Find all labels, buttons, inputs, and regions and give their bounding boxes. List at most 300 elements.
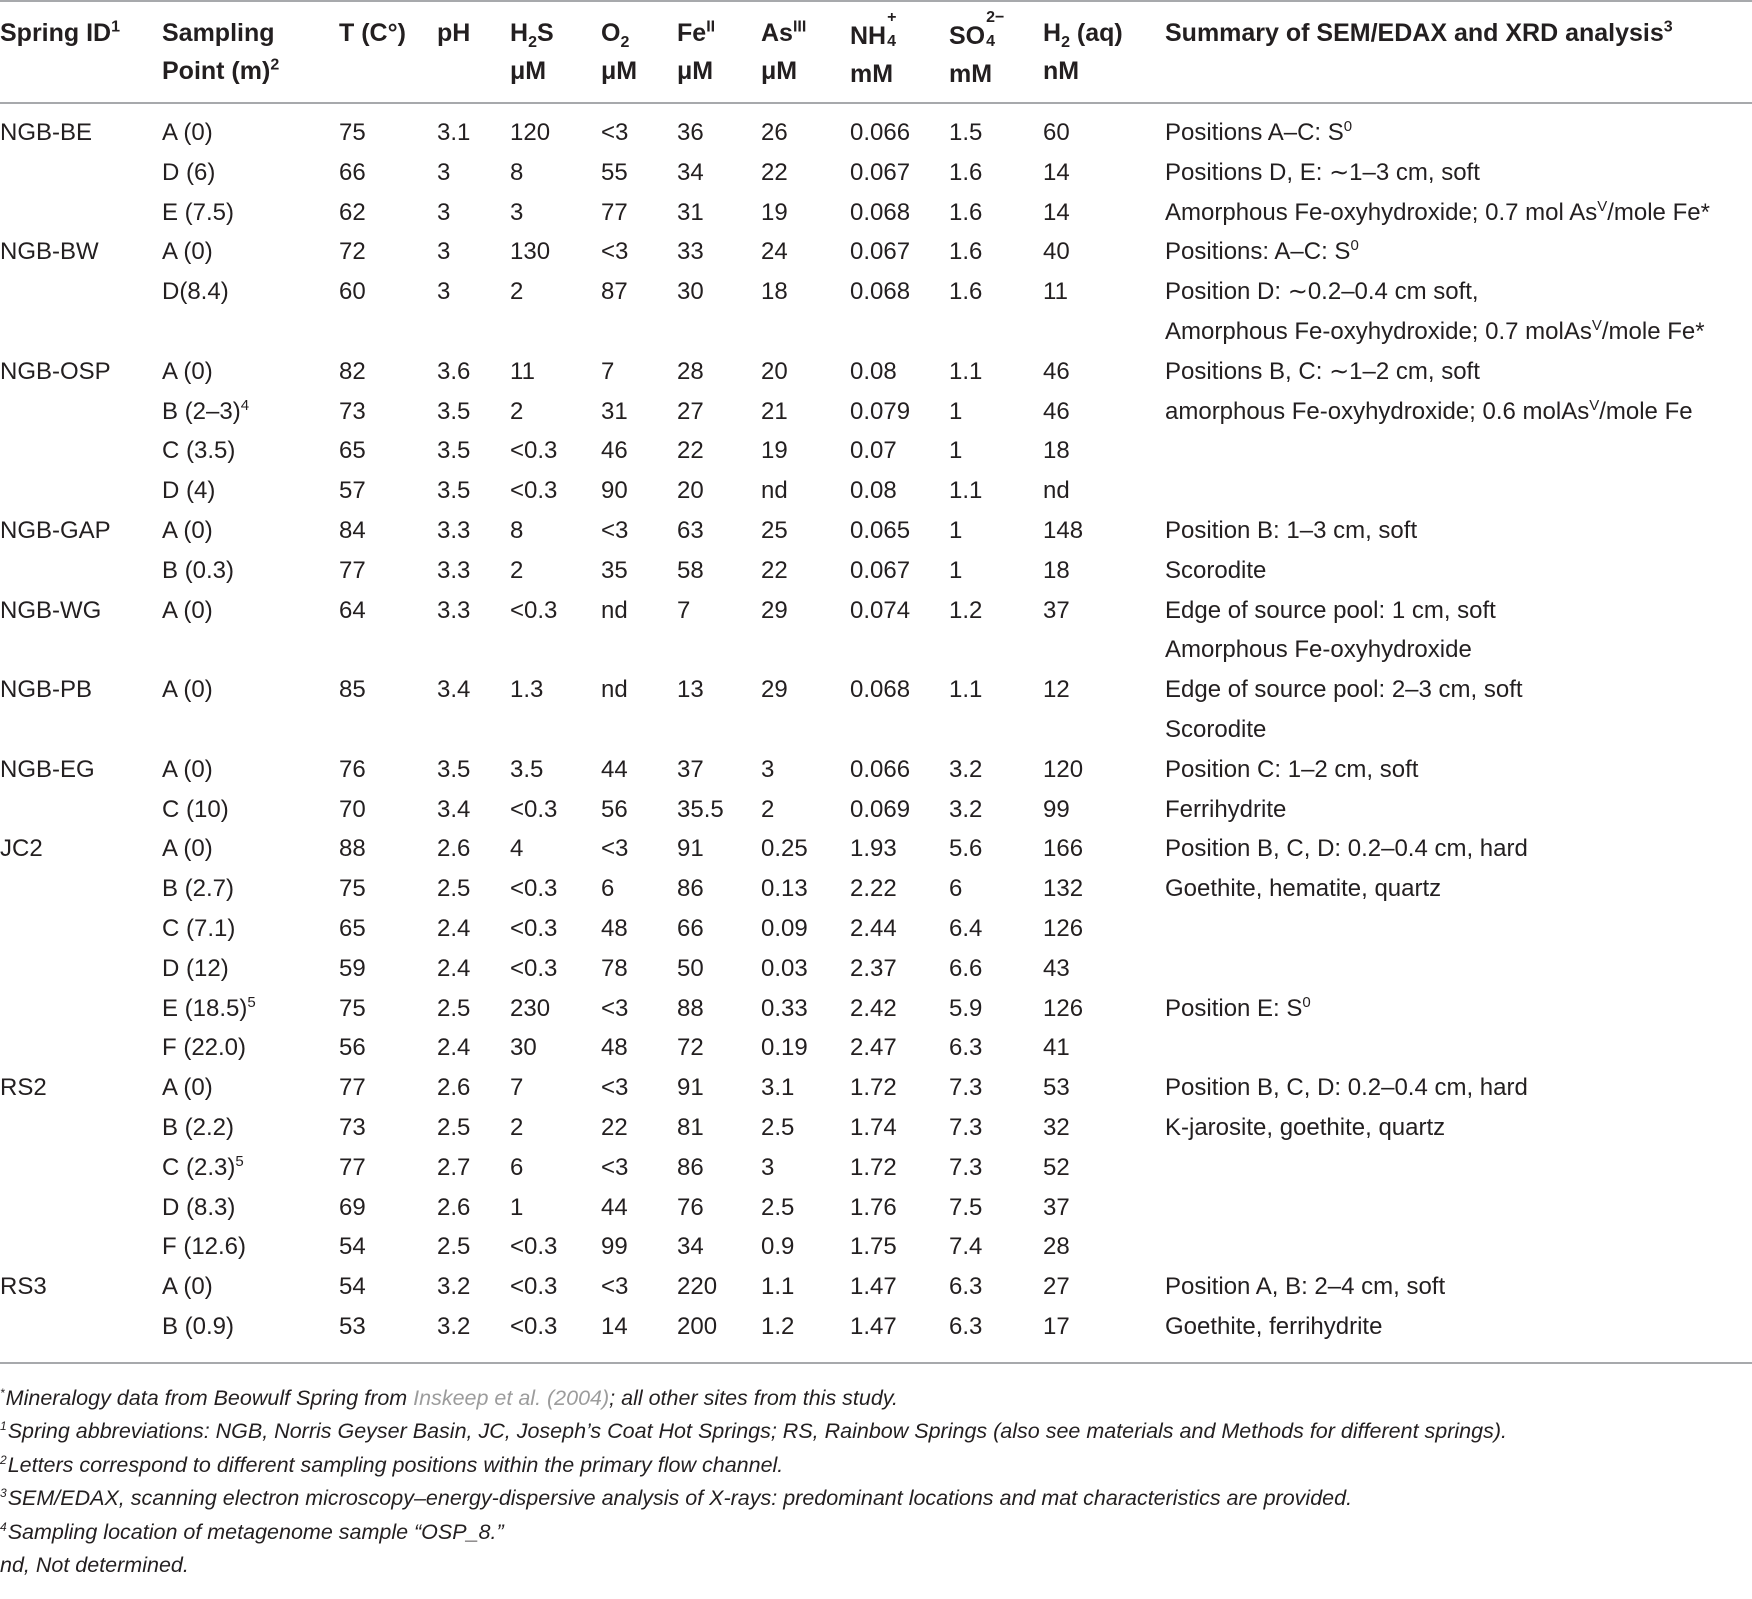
header-h2: $H_2$ (aq) nM — [1043, 19, 1123, 85]
cell-sampling-point: F (12.6) — [162, 1233, 247, 1261]
cell-temperature: 73 — [339, 397, 366, 425]
cell-sampling-point: A (0) — [162, 676, 213, 704]
cell-ph: 3.3 — [437, 556, 471, 584]
cell-fe: 76 — [677, 1193, 704, 1221]
cell-nh4: 0.079 — [850, 397, 911, 425]
cell-h2: 166 — [1043, 835, 1084, 863]
cell-spring-id: NGB-PB — [0, 676, 93, 704]
cell-ph: 3.5 — [437, 755, 471, 783]
cell-h2s: 230 — [510, 994, 551, 1022]
cell-fe: 88 — [677, 994, 704, 1022]
cell-h2: 37 — [1043, 596, 1070, 624]
header-o2: $O_2$ μM — [601, 19, 638, 85]
cell-sampling-point: D (8.3) — [162, 1193, 236, 1221]
cell-ph: 3.6 — [437, 357, 471, 385]
cell-so4: 1.6 — [949, 238, 983, 266]
cell-sampling-point: B $(2-3)^4$ — [162, 396, 250, 425]
cell-temperature: 54 — [339, 1233, 366, 1261]
cell-summary: Positions A–C: $S^0$ — [1165, 118, 1353, 146]
cell-temperature: 57 — [339, 477, 366, 505]
cell-summary: Scorodite — [1165, 716, 1267, 743]
cell-h2s: 1.3 — [510, 676, 544, 704]
cell-fe: 86 — [677, 875, 704, 903]
header-as: $As^{III}$ μM — [761, 18, 807, 85]
cell-h2: 14 — [1043, 158, 1070, 186]
cell-o2: 87 — [601, 278, 628, 306]
cell-temperature: 76 — [339, 755, 366, 783]
cell-sampling-point: D (6) — [162, 158, 216, 186]
cell-summary: Position B, C, D: 0.2–0.4 cm, hard — [1165, 835, 1528, 863]
cell-temperature: 65 — [339, 915, 366, 942]
cell-o2: <3 — [601, 1153, 629, 1181]
citation-link[interactable]: Inskeep et al. (2004) — [413, 1386, 610, 1410]
cell-h2s: <0.3 — [510, 1273, 558, 1301]
cell-temperature: 66 — [339, 158, 366, 186]
cell-temperature: 56 — [339, 1034, 366, 1062]
cell-temperature: 64 — [339, 596, 366, 624]
cell-as: 0.33 — [761, 994, 808, 1022]
cell-spring-id: NGB-BE — [0, 119, 93, 146]
footnote: *Mineralogy data from Beowulf Spring from Inskeep et al. (2004); all other sites from this study. — [0, 1386, 898, 1410]
cell-summary: Position B: 1–3 cm, soft — [1165, 517, 1418, 544]
cell-fe: 91 — [677, 835, 704, 863]
cell-h2: 41 — [1043, 1034, 1070, 1062]
cell-h2: 27 — [1043, 1273, 1070, 1301]
cell-ph: 3.4 — [437, 676, 471, 704]
cell-o2: 14 — [601, 1313, 628, 1340]
cell-fe: 22 — [677, 437, 704, 465]
cell-summary: Goethite, ferrihydrite — [1165, 1313, 1383, 1340]
cell-nh4: 0.067 — [850, 556, 911, 584]
cell-summary: Amorphous Fe-oxyhydroxide; 0.7 molAs$^V$/mole Fe* — [1165, 317, 1705, 345]
cell-o2: nd — [601, 596, 628, 624]
cell-sampling-point: C (3.5) — [162, 437, 236, 465]
cell-as: 18 — [761, 278, 788, 306]
cell-nh4: 1.75 — [850, 1233, 897, 1261]
cell-summary: Position B, C, D: 0.2–0.4 cm, hard — [1165, 1074, 1528, 1102]
cell-spring-id: NGB-OSP — [0, 357, 111, 385]
cell-fe: 7 — [677, 596, 691, 624]
cell-as: 0.25 — [761, 835, 808, 863]
cell-summary: Goethite, hematite, quartz — [1165, 875, 1442, 903]
cell-summary: Scorodite — [1165, 556, 1267, 584]
cell-ph: 3.5 — [437, 477, 471, 505]
cell-ph: 3.1 — [437, 119, 471, 146]
cell-ph: 3.2 — [437, 1273, 471, 1301]
cell-temperature: 75 — [339, 994, 366, 1022]
cell-as: 19 — [761, 198, 788, 226]
cell-h2s: <0.3 — [510, 1313, 558, 1340]
cell-temperature: 54 — [339, 1273, 366, 1301]
cell-temperature: 85 — [339, 676, 366, 704]
cell-sampling-point: A (0) — [162, 517, 213, 544]
cell-temperature: 77 — [339, 1074, 366, 1102]
cell-temperature: 82 — [339, 357, 366, 385]
cell-fe: 63 — [677, 517, 704, 544]
footnote: nd, Not determined. — [0, 1553, 189, 1577]
cell-fe: 34 — [677, 158, 704, 186]
cell-o2: <3 — [601, 517, 629, 544]
cell-as: 20 — [761, 357, 788, 385]
cell-fe: 220 — [677, 1273, 718, 1301]
cell-so4: 6.6 — [949, 954, 983, 982]
cell-as: 0.03 — [761, 954, 808, 982]
cell-fe: 81 — [677, 1114, 704, 1141]
cell-so4: 1 — [949, 556, 963, 584]
cell-o2: 35 — [601, 556, 628, 584]
header-spring-id: Spring $ID^1$ — [0, 18, 121, 47]
cell-h2s: <0.3 — [510, 795, 558, 823]
cell-o2: 22 — [601, 1114, 628, 1141]
cell-spring-id: NGB-EG — [0, 755, 95, 783]
cell-temperature: 70 — [339, 795, 366, 823]
header-temperature: T (C°) — [339, 19, 406, 47]
cell-h2: 32 — [1043, 1114, 1070, 1141]
cell-h2: 17 — [1043, 1313, 1070, 1340]
cell-as: 0.13 — [761, 875, 808, 903]
cell-so4: 7.3 — [949, 1114, 983, 1141]
cell-o2: 56 — [601, 795, 628, 823]
cell-fe: 86 — [677, 1153, 704, 1181]
cell-temperature: 75 — [339, 119, 366, 146]
cell-fe: 36 — [677, 119, 704, 146]
cell-as: 0.19 — [761, 1034, 808, 1062]
cell-o2: 6 — [601, 875, 615, 903]
cell-as: 25 — [761, 517, 788, 544]
cell-summary: Positions B, C: ∼1–2 cm, soft — [1165, 357, 1480, 385]
cell-so4: 6.3 — [949, 1313, 983, 1340]
cell-so4: 6.4 — [949, 915, 983, 942]
cell-summary: Position D: ∼0.2–0.4 cm soft, — [1165, 278, 1479, 306]
cell-nh4: 1.47 — [850, 1273, 897, 1301]
footnote: $^2$Letters correspond to different sampling positions within the primary flow channel. — [0, 1452, 784, 1477]
cell-fe: 200 — [677, 1313, 718, 1340]
cell-h2: 46 — [1043, 397, 1070, 425]
cell-h2: 12 — [1043, 676, 1070, 704]
cell-ph: 3 — [437, 198, 451, 226]
cell-nh4: 0.07 — [850, 437, 897, 465]
cell-h2s: <0.3 — [510, 1233, 558, 1261]
cell-fe: 37 — [677, 755, 704, 783]
cell-h2s: 120 — [510, 119, 551, 146]
cell-h2: 43 — [1043, 954, 1070, 982]
cell-nh4: 0.074 — [850, 596, 911, 624]
cell-as: 26 — [761, 119, 788, 146]
cell-ph: 2.4 — [437, 954, 471, 982]
cell-summary: Edge of source pool: 2–3 cm, soft — [1165, 676, 1523, 704]
cell-as: 19 — [761, 437, 788, 465]
cell-fe: 72 — [677, 1034, 704, 1062]
cell-h2: 40 — [1043, 238, 1070, 266]
cell-h2s: <0.3 — [510, 437, 558, 465]
cell-fe: 13 — [677, 676, 704, 704]
cell-sampling-point: B (2.2) — [162, 1114, 235, 1141]
cell-sampling-point: D (4) — [162, 477, 216, 505]
cell-summary: Position C: 1–2 cm, soft — [1165, 755, 1419, 783]
cell-as: 1.2 — [761, 1313, 795, 1340]
cell-ph: 2.6 — [437, 835, 471, 863]
cell-so4: 1.6 — [949, 158, 983, 186]
cell-h2s: 130 — [510, 238, 551, 266]
cell-nh4: 0.068 — [850, 676, 911, 704]
cell-temperature: 84 — [339, 517, 366, 544]
cell-summary: Positions: A–C: $S^0$ — [1165, 237, 1359, 266]
cell-as: 29 — [761, 676, 788, 704]
cell-sampling-point: A (0) — [162, 119, 213, 146]
bottom-rule — [0, 1362, 1752, 1364]
header-so4: SO 2− 4 mM — [949, 9, 1005, 88]
cell-o2: 46 — [601, 437, 628, 465]
cell-temperature: 72 — [339, 238, 366, 266]
cell-sampling-point: A (0) — [162, 357, 213, 385]
cell-as: 22 — [761, 158, 788, 186]
cell-as: 29 — [761, 596, 788, 624]
footnote: $^3$SEM/EDAX, scanning electron microscopy–energy-dispersive analysis of X-rays: predominant locations and mat characteristics are provided. — [0, 1486, 1353, 1511]
cell-so4: 1 — [949, 517, 963, 544]
cell-spring-id: NGB-GAP — [0, 517, 111, 544]
cell-h2s: 11 — [510, 357, 535, 385]
cell-o2: 48 — [601, 1034, 628, 1062]
cell-so4: 5.9 — [949, 994, 983, 1022]
cell-ph: 2.6 — [437, 1193, 471, 1221]
cell-ph: 3 — [437, 238, 451, 266]
cell-spring-id: NGB-WG — [0, 596, 102, 624]
cell-o2: 7 — [601, 357, 615, 385]
cell-so4: 1.6 — [949, 278, 983, 306]
cell-temperature: 73 — [339, 1114, 366, 1141]
cell-ph: 3 — [437, 278, 451, 306]
cell-h2s: 2 — [510, 556, 524, 584]
cell-summary: Ferrihydrite — [1165, 795, 1287, 823]
cell-sampling-point: C (7.1) — [162, 915, 236, 942]
cell-so4: 1.5 — [949, 119, 983, 146]
cell-h2s: <0.3 — [510, 477, 558, 505]
cell-nh4: 1.47 — [850, 1313, 897, 1340]
cell-so4: 7.3 — [949, 1074, 983, 1102]
cell-as: 22 — [761, 556, 788, 584]
cell-sampling-point: A (0) — [162, 755, 213, 783]
cell-nh4: 1.74 — [850, 1114, 897, 1141]
cell-spring-id: JC2 — [0, 835, 43, 863]
cell-as: nd — [761, 477, 788, 505]
cell-temperature: 77 — [339, 556, 366, 584]
cell-nh4: 2.37 — [850, 954, 897, 982]
cell-h2s: 2 — [510, 278, 524, 306]
cell-ph: 3.4 — [437, 795, 471, 823]
header-nh4: NH + 4 mM — [850, 9, 897, 88]
cell-o2: <3 — [601, 835, 629, 863]
cell-h2: 53 — [1043, 1074, 1070, 1102]
cell-sampling-point: B (0.3) — [162, 556, 235, 584]
cell-o2: 99 — [601, 1233, 628, 1261]
cell-summary: Amorphous Fe-oxyhydroxide; 0.7 mol $As^V$/mole Fe* — [1165, 197, 1710, 226]
cell-h2: 99 — [1043, 795, 1070, 823]
cell-as: 3 — [761, 1153, 775, 1181]
cell-summary: amorphous Fe-oxyhydroxide; 0.6 molAs$^V$/mole Fe — [1165, 396, 1693, 425]
cell-fe: 91 — [677, 1074, 704, 1102]
cell-so4: 1.1 — [949, 676, 983, 704]
cell-h2: 126 — [1043, 994, 1084, 1022]
cell-ph: 3.5 — [437, 437, 471, 465]
cell-fe: 27 — [677, 397, 704, 425]
cell-ph: 2.6 — [437, 1074, 471, 1102]
cell-temperature: 60 — [339, 278, 366, 306]
cell-fe: 31 — [677, 198, 704, 226]
cell-sampling-point: A (0) — [162, 835, 213, 863]
cell-ph: 2.5 — [437, 1114, 471, 1141]
cell-h2: nd — [1043, 477, 1070, 505]
cell-h2: 60 — [1043, 119, 1070, 146]
cell-o2: 31 — [601, 397, 628, 425]
cell-spring-id: RS2 — [0, 1074, 47, 1102]
cell-nh4: 0.067 — [850, 238, 911, 266]
cell-h2: 18 — [1043, 437, 1070, 465]
cell-o2: nd — [601, 676, 628, 704]
cell-h2: 14 — [1043, 198, 1070, 226]
cell-o2: 55 — [601, 158, 628, 186]
cell-nh4: 0.08 — [850, 357, 897, 385]
cell-nh4: 2.22 — [850, 875, 897, 903]
cell-temperature: 53 — [339, 1313, 366, 1340]
cell-h2s: <0.3 — [510, 915, 558, 942]
cell-so4: 1 — [949, 397, 963, 425]
header-summary: Summary of SEM/EDAX and XRD analysis$^3$ — [1165, 18, 1673, 47]
cell-spring-id: RS3 — [0, 1273, 47, 1301]
cell-so4: 6.3 — [949, 1034, 983, 1062]
cell-h2s: 6 — [510, 1153, 524, 1181]
cell-o2: 90 — [601, 477, 628, 505]
cell-fe: 50 — [677, 954, 704, 982]
cell-nh4: 1.72 — [850, 1074, 897, 1102]
cell-so4: 7.5 — [949, 1193, 983, 1221]
cell-temperature: 88 — [339, 835, 366, 863]
cell-h2s: 4 — [510, 835, 524, 863]
cell-nh4: 2.47 — [850, 1034, 897, 1062]
cell-o2: 44 — [601, 755, 628, 783]
cell-ph: 3.2 — [437, 1313, 471, 1340]
cell-ph: 2.4 — [437, 1034, 471, 1062]
cell-so4: 1.6 — [949, 198, 983, 226]
cell-fe: 66 — [677, 915, 704, 942]
cell-as: 1.1 — [761, 1273, 795, 1301]
cell-nh4: 0.068 — [850, 198, 911, 226]
cell-as: 24 — [761, 238, 788, 266]
cell-h2s: 3 — [510, 198, 524, 226]
cell-h2s: 8 — [510, 517, 524, 544]
cell-temperature: 65 — [339, 437, 366, 465]
cell-h2s: 8 — [510, 158, 524, 186]
cell-h2s: 2 — [510, 1114, 524, 1141]
footnote: $^1$Spring abbreviations: NGB, Norris Geyser Basin, JC, Joseph’s Coat Hot Springs; RS, Rainbow Springs (also see materials and Methods for different springs). — [0, 1419, 1507, 1444]
header-fe: $Fe^{II}$ μM — [677, 18, 716, 85]
cell-as: 21 — [761, 397, 788, 425]
cell-sampling-point: B (2.7) — [162, 875, 235, 903]
cell-ph: 3.3 — [437, 517, 471, 544]
cell-sampling-point: D(8.4) — [162, 278, 229, 306]
cell-h2s: 7 — [510, 1074, 524, 1102]
cell-so4: 1 — [949, 437, 963, 465]
cell-sampling-point: E (7.5) — [162, 198, 235, 226]
cell-nh4: 0.066 — [850, 119, 911, 146]
cell-so4: 7.3 — [949, 1153, 983, 1181]
header-ph: pH — [437, 19, 471, 47]
cell-sampling-point: A (0) — [162, 1273, 213, 1301]
cell-o2: <3 — [601, 1273, 629, 1301]
cell-h2: 148 — [1043, 517, 1084, 544]
cell-sampling-point: C (10) — [162, 795, 229, 823]
cell-sampling-point: A (0) — [162, 238, 213, 266]
cell-o2: 77 — [601, 198, 628, 226]
cell-h2: 46 — [1043, 357, 1070, 385]
cell-temperature: 69 — [339, 1193, 366, 1221]
cell-h2s: <0.3 — [510, 954, 558, 982]
cell-sampling-point: B (0.9) — [162, 1313, 235, 1340]
cell-sampling-point: A (0) — [162, 596, 213, 624]
cell-ph: 3 — [437, 158, 451, 186]
cell-sampling-point: A (0) — [162, 1074, 213, 1102]
cell-so4: 6.3 — [949, 1273, 983, 1301]
cell-nh4: 0.065 — [850, 517, 911, 544]
cell-temperature: 77 — [339, 1153, 366, 1181]
cell-o2: <3 — [601, 994, 629, 1022]
cell-summary: K-jarosite, goethite, quartz — [1165, 1114, 1446, 1141]
cell-so4: 3.2 — [949, 755, 983, 783]
cell-nh4: 0.08 — [850, 477, 897, 505]
cell-h2: 28 — [1043, 1233, 1070, 1261]
cell-so4: 6 — [949, 875, 963, 903]
cell-h2: 11 — [1043, 278, 1068, 306]
cell-temperature: 62 — [339, 198, 366, 226]
cell-fe: 33 — [677, 238, 704, 266]
cell-so4: 7.4 — [949, 1233, 983, 1261]
cell-so4: 1.2 — [949, 596, 983, 624]
cell-fe: 20 — [677, 477, 704, 505]
cell-ph: 2.5 — [437, 994, 471, 1022]
cell-h2: 132 — [1043, 875, 1084, 903]
cell-so4: 5.6 — [949, 835, 983, 863]
cell-ph: 3.5 — [437, 397, 471, 425]
cell-fe: 35.5 — [677, 795, 724, 823]
cell-h2s: 2 — [510, 397, 524, 425]
cell-so4: 1.1 — [949, 357, 983, 385]
cell-nh4: 1.72 — [850, 1153, 897, 1181]
cell-h2: 18 — [1043, 556, 1070, 584]
cell-h2s: <0.3 — [510, 596, 558, 624]
cell-ph: 2.7 — [437, 1153, 471, 1181]
cell-temperature: 75 — [339, 875, 366, 903]
cell-ph: 2.5 — [437, 1233, 471, 1261]
cell-ph: 2.4 — [437, 915, 471, 942]
cell-o2: 78 — [601, 954, 628, 982]
header-h2s: $H_2S$ μM — [510, 19, 554, 85]
cell-spring-id: NGB-BW — [0, 238, 99, 266]
cell-o2: <3 — [601, 1074, 629, 1102]
cell-h2: 120 — [1043, 755, 1084, 783]
cell-sampling-point: F (22.0) — [162, 1034, 247, 1062]
cell-nh4: 0.066 — [850, 755, 911, 783]
cell-as: 2.5 — [761, 1114, 795, 1141]
footnote: $^4$Sampling location of metagenome sample “OSP_8.” — [0, 1519, 504, 1544]
cell-o2: <3 — [601, 119, 629, 146]
cell-h2: 126 — [1043, 915, 1084, 942]
cell-nh4: 0.069 — [850, 795, 911, 823]
cell-fe: 28 — [677, 357, 704, 385]
cell-nh4: 2.42 — [850, 994, 897, 1022]
cell-summary: Positions D, E: ∼1–3 cm, soft — [1165, 158, 1480, 186]
cell-h2: 52 — [1043, 1153, 1070, 1181]
cell-sampling-point: C $(2.3)^5$ — [162, 1152, 244, 1181]
cell-as: 0.9 — [761, 1233, 795, 1261]
